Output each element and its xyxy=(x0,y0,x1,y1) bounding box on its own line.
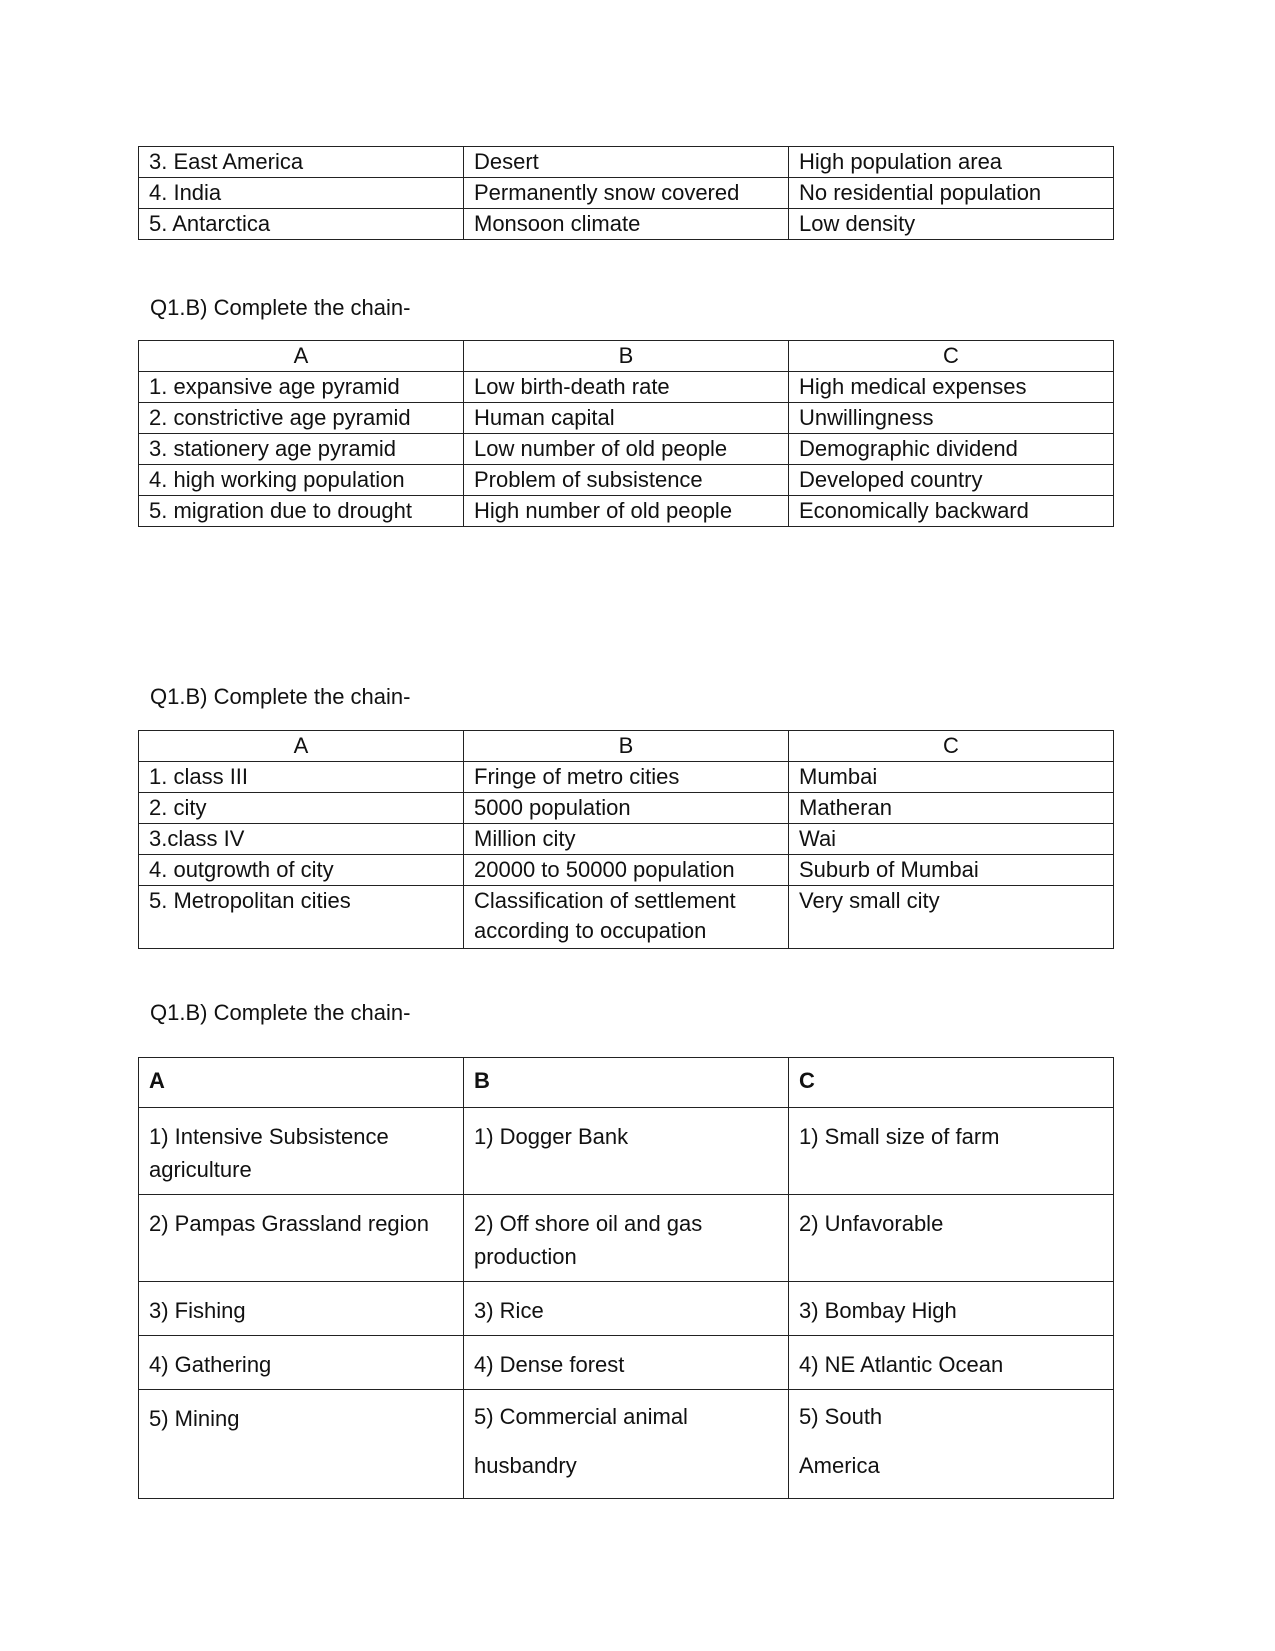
chain-table-settlements xyxy=(138,730,1114,949)
table-cell: Suburb of Mumbai xyxy=(789,855,1114,886)
table-cell: 4. India xyxy=(139,178,464,209)
table-row xyxy=(139,1390,1114,1499)
table-header-row xyxy=(139,341,1114,372)
table-cell: 3. stationery age pyramid xyxy=(139,434,464,465)
table-row xyxy=(139,403,1114,434)
table-row xyxy=(139,886,1114,949)
table-cell: 3) Bombay High xyxy=(789,1282,1114,1336)
table-cell: 4) NE Atlantic Ocean xyxy=(789,1336,1114,1390)
chain-table-age-pyramid xyxy=(138,340,1114,527)
table-cell: 5) Commercial animal husbandry xyxy=(464,1390,789,1499)
table-cell: 2. constrictive age pyramid xyxy=(139,403,464,434)
table-cell: 5. migration due to drought xyxy=(139,496,464,527)
table-cell: Low density xyxy=(789,209,1114,240)
table-cell: 5. Antarctica xyxy=(139,209,464,240)
table-cell: High medical expenses xyxy=(789,372,1114,403)
column-header-a: A xyxy=(139,1058,464,1108)
table-row xyxy=(139,1108,1114,1195)
table-cell: Mumbai xyxy=(789,762,1114,793)
table-cell: Desert xyxy=(464,147,789,178)
column-header-b: B xyxy=(464,341,789,372)
table-cell: High population area xyxy=(789,147,1114,178)
table-cell: 5) South America xyxy=(789,1390,1114,1499)
table-row xyxy=(139,178,1114,209)
table-cell: Low birth-death rate xyxy=(464,372,789,403)
table-cell: Matheran xyxy=(789,793,1114,824)
table-cell: No residential population xyxy=(789,178,1114,209)
table-cell: Low number of old people xyxy=(464,434,789,465)
table-cell: Very small city xyxy=(789,886,1114,949)
table-cell: 2. city xyxy=(139,793,464,824)
table-cell: 2) Off shore oil and gas production xyxy=(464,1195,789,1282)
column-header-c: C xyxy=(789,731,1114,762)
table-row xyxy=(139,1195,1114,1282)
table-cell: 1. class III xyxy=(139,762,464,793)
table-row xyxy=(139,465,1114,496)
table-row xyxy=(139,1282,1114,1336)
table-cell: High number of old people xyxy=(464,496,789,527)
table-cell: 5000 population xyxy=(464,793,789,824)
table-row xyxy=(139,434,1114,465)
table-cell: 1) Intensive Subsistence agriculture xyxy=(139,1108,464,1195)
table-row xyxy=(139,855,1114,886)
table-row xyxy=(139,1336,1114,1390)
table-row xyxy=(139,496,1114,527)
table-cell: 1) Dogger Bank xyxy=(464,1108,789,1195)
table-cell: Problem of subsistence xyxy=(464,465,789,496)
table-row xyxy=(139,372,1114,403)
table-cell: Developed country xyxy=(789,465,1114,496)
table-cell: Demographic dividend xyxy=(789,434,1114,465)
section-heading: Q1.B) Complete the chain- xyxy=(150,295,411,320)
table-cell: 3) Fishing xyxy=(139,1282,464,1336)
chain-table-economic-activities xyxy=(138,1057,1114,1499)
table-header-row xyxy=(139,731,1114,762)
table-cell: Classification of settlement according to occupation xyxy=(464,886,789,949)
table-cell: 20000 to 50000 population xyxy=(464,855,789,886)
section-heading: Q1.B) Complete the chain- xyxy=(150,1000,411,1025)
section-heading: Q1.B) Complete the chain- xyxy=(150,684,411,709)
table-row xyxy=(139,209,1114,240)
table-cell: 2) Unfavorable xyxy=(789,1195,1114,1282)
table-continued xyxy=(138,146,1114,240)
table-cell: 3. East America xyxy=(139,147,464,178)
table-cell: 1. expansive age pyramid xyxy=(139,372,464,403)
table-cell: Unwillingness xyxy=(789,403,1114,434)
table-cell: Economically backward xyxy=(789,496,1114,527)
table-cell: 4. high working population xyxy=(139,465,464,496)
table-cell: Fringe of metro cities xyxy=(464,762,789,793)
column-header-b: B xyxy=(464,731,789,762)
table-row xyxy=(139,762,1114,793)
table-cell: 4) Dense forest xyxy=(464,1336,789,1390)
table-cell: Wai xyxy=(789,824,1114,855)
table-cell: 3.class IV xyxy=(139,824,464,855)
table-cell: Human capital xyxy=(464,403,789,434)
table-row xyxy=(139,824,1114,855)
table-cell: Monsoon climate xyxy=(464,209,789,240)
table-cell: 1) Small size of farm xyxy=(789,1108,1114,1195)
column-header-b: B xyxy=(464,1058,789,1108)
table-row xyxy=(139,147,1114,178)
table-cell: 5. Metropolitan cities xyxy=(139,886,464,949)
table-cell: 4) Gathering xyxy=(139,1336,464,1390)
table-cell: Permanently snow covered xyxy=(464,178,789,209)
table-cell: 5) Mining xyxy=(139,1390,464,1499)
column-header-a: A xyxy=(139,731,464,762)
table-row xyxy=(139,793,1114,824)
table-cell: Million city xyxy=(464,824,789,855)
column-header-a: A xyxy=(139,341,464,372)
column-header-c: C xyxy=(789,1058,1114,1108)
column-header-c: C xyxy=(789,341,1114,372)
table-cell: 2) Pampas Grassland region xyxy=(139,1195,464,1282)
table-cell: 4. outgrowth of city xyxy=(139,855,464,886)
table-header-row xyxy=(139,1058,1114,1108)
table-cell: 3) Rice xyxy=(464,1282,789,1336)
